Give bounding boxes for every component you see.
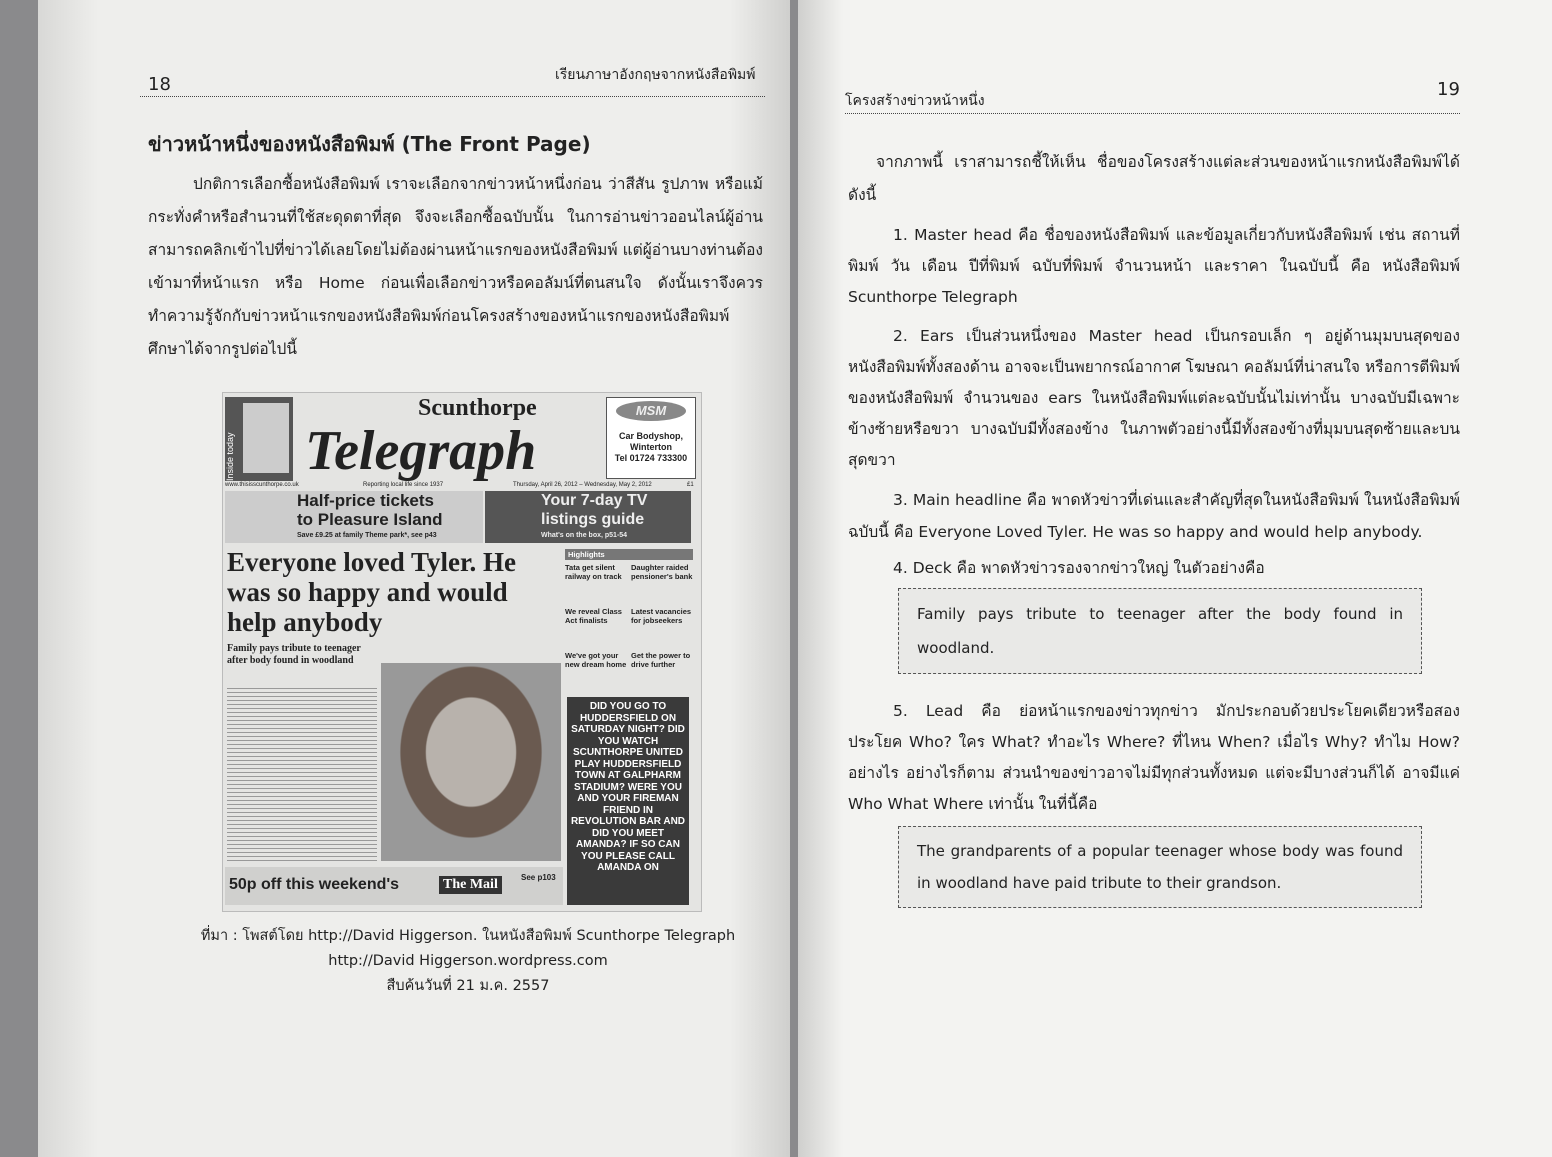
intro-paragraph: ปกติการเลือกซื้อหนังสือพิมพ์ เราจะเลือกจากข่าวหน้าหนึ่งก่อน ว่าสีสัน รูปภาพ หรือแม้กระทั่งคำหรือสำนวนที่ใช้สะดุดตาที่สุด จึงจะเลือกซื้อฉบับนั้น ในการอ่านข่าวออนไลน์ผู้อ่านสามารถคลิกเข้าไปที่ข่าวได้เลยโดยไม่ต้องผ่านหน้าแรกของหนังสือพิมพ์ แต่ผู้อ่านบางท่านต้องเข้ามาที่หน้าแรก หรือ Home ก่อนเพื่อเลือกข่าวหรือคอลัมน์ที่ตนสนใจ ดังนั้นเราจึงควรทำความรู้จักกับข่าวหน้าแรกของหนังสือพิมพ์ก่อนโครงสร้างของหน้าแรกของหนังสือพิมพ์ ศึกษาได้จากรูปต่อไปนี้ bbox=[148, 175, 763, 358]
section-heading: ข่าวหน้าหนึ่งของหนังสือพิมพ์ (The Front Page) bbox=[148, 132, 591, 156]
running-header-right: โครงสร้างข่าวหน้าหนึ่ง bbox=[845, 93, 985, 109]
newspaper-front-page-image bbox=[222, 392, 702, 912]
issue-date: Thursday, April 26, 2012 – Wednesday, May 2, 2012 bbox=[513, 482, 652, 488]
footer-see: See p103 bbox=[521, 873, 556, 882]
caption-url: http://David Higgerson.wordpress.com bbox=[328, 953, 608, 969]
tagline: Reporting local life since 1937 bbox=[363, 482, 444, 488]
highlights-panel bbox=[565, 549, 693, 695]
caption-date: สืบค้นวันที่ 21 ม.ค. 2557 bbox=[386, 978, 550, 994]
footer-banner bbox=[225, 867, 563, 905]
promo-tv-guide bbox=[485, 491, 691, 543]
msm-logo: MSM bbox=[616, 401, 686, 421]
left-page-content bbox=[148, 128, 763, 999]
right-page-content bbox=[848, 146, 1460, 908]
ear-right-ad bbox=[606, 397, 696, 479]
ad-line: Car Bodyshop, bbox=[618, 431, 683, 441]
lead-text-columns bbox=[227, 685, 377, 861]
highlight-item: We've got your new dream home bbox=[565, 651, 627, 669]
inside-today-label: Inside today bbox=[225, 432, 235, 481]
highlight-item: Get the power to drive further bbox=[631, 651, 691, 669]
highlight-item: Tata get silent railway on track bbox=[565, 563, 622, 581]
highlight-item: Latest vacancies for jobseekers bbox=[631, 607, 692, 625]
appeal-box: DID YOU GO TO HUDDERSFIELD ON SATURDAY NIGHT? DID YOU WATCH SCUNTHORPE UNITED PLAY HUDDERSFIELD TOWN AT GALPHARM STADIUM? WERE YOU AND YOUR FIREMAN FRIEND IN REVOLUTION BAR AND DID YOU MEET AMANDA? IF SO CAN YOU PLEASE CALL AMANDA ON bbox=[567, 697, 689, 905]
deck-example-box: Family pays tribute to teenager after the body found in woodland. bbox=[898, 588, 1422, 674]
ad-line: Winterton bbox=[630, 442, 672, 452]
running-header-left: เรียนภาษาอังกฤษจากหนังสือพิมพ์ bbox=[555, 67, 756, 83]
promo-line: What's on the box, p51-54 bbox=[541, 532, 628, 539]
highlight-item: Daughter raided pensioner's bank bbox=[631, 563, 693, 581]
promo-line: to Pleasure Island bbox=[297, 510, 443, 529]
right-intro: จากภาพนี้ เราสามารถชี้ให้เห็น ชื่อของโครงสร้างแต่ละส่วนของหน้าแรกหนังสือพิมพ์ได้ดังนี้ bbox=[848, 153, 1460, 204]
footer-offer: 50p off this weekend's bbox=[229, 876, 400, 893]
header-divider-right bbox=[845, 113, 1460, 114]
website: www.thisisscunthorpe.co.uk bbox=[225, 482, 299, 488]
ear-left bbox=[225, 397, 293, 481]
item-main-headline: 3. Main headline คือ พาดหัวข่าวที่เด่นและสำคัญที่สุดในหนังสือพิมพ์ ในหนังสือพิมพ์ฉบับนี้ คือ Everyone Loved Tyler. He was so happy and would help anybody. bbox=[848, 491, 1460, 541]
item-deck: 4. Deck คือ พาดหัวข่าวรองจากข่าวใหญ่ ในตัวอย่างคือ bbox=[893, 559, 1265, 577]
item-lead: 5. Lead คือ ย่อหน้าแรกของข่าวทุกข่าว มักประกอบด้วยประโยคเดียวหรือสองประโยค Who? ใคร What? ทำอะไร Where? ที่ไหน When? เมื่อไร Why? ทำไม How? อย่างไร อย่างไรก็ตาม ส่วนนำของข่าวอาจไม่มีทุกส่วนทั้งหมด แต่จะมีบางส่วนก็ได้ อาจมีแค่ Who What Where เท่านั้น ในที่นี้คือ bbox=[848, 702, 1460, 813]
deck: Family pays tribute to teenager after body found in woodland bbox=[227, 643, 361, 666]
item-master-head: 1. Master head คือ ชื่อของหนังสือพิมพ์ และข้อมูลเกี่ยวกับหนังสือพิมพ์ เช่น สถานที่พิมพ์ วัน เดือน ปีที่พิมพ์ ฉบับที่พิมพ์ จำนวนหน้า และราคา ในฉบับนี้ คือ หนังสือพิมพ์ Scunthorpe Telegraph bbox=[848, 226, 1460, 306]
promo-line: listings guide bbox=[541, 511, 645, 528]
footer-paper-logo: The Mail bbox=[439, 876, 502, 894]
photo-tyler bbox=[381, 663, 561, 861]
highlights-label: Highlights bbox=[565, 549, 693, 560]
main-headline: Everyone loved Tyler. He was so happy and would help anybody bbox=[227, 547, 516, 637]
ear-left-thumbnail bbox=[243, 403, 289, 473]
page-number-left: 18 bbox=[148, 74, 171, 95]
masthead: Telegraph bbox=[305, 420, 537, 482]
promo-line: Save £9.25 at family Theme park*, see p43 bbox=[297, 532, 437, 539]
highlight-item: We reveal Class Act finalists bbox=[565, 607, 622, 625]
caption-source: ที่มา : โพสต์โดย http://David Higgerson. ในหนังสือพิมพ์ Scunthorpe Telegraph bbox=[200, 928, 736, 944]
lead-example-box: The grandparents of a popular teenager whose body was found in woodland have paid tribute to their grandson. bbox=[898, 826, 1422, 908]
ad-line: Tel 01724 733300 bbox=[614, 453, 688, 463]
price: £1 bbox=[687, 482, 694, 488]
masthead-small: Scunthorpe bbox=[418, 395, 537, 421]
promo-line: Half-price tickets bbox=[297, 491, 434, 510]
page-number-right: 19 bbox=[1437, 79, 1460, 100]
promo-line: Your 7-day TV bbox=[541, 492, 648, 509]
header-divider bbox=[140, 96, 765, 97]
promo-pleasure-island bbox=[225, 491, 483, 543]
item-ears: 2. Ears เป็นส่วนหนึ่งของ Master head เป็นกรอบเล็ก ๆ อยู่ด้านมุมบนสุดของหนังสือพิมพ์ทั้งสองด้าน อาจจะเป็นพยากรณ์อากาศ โฆษณา คอลัมน์ที่น่าสนใจ หรือการตีพิมพ์ของหนังสือพิมพ์ จำนวนของ ears ในหนังสือพิมพ์แต่ละฉบับนั้นไม่เท่านั้น บางฉบับมีเฉพาะข้างซ้ายหรือขวา บางฉบับมีทั้งสองข้าง ในภาพตัวอย่างนี้มีทั้งสองข้างที่มุมบนสุดซ้ายและบนสุดขวา bbox=[848, 327, 1460, 469]
